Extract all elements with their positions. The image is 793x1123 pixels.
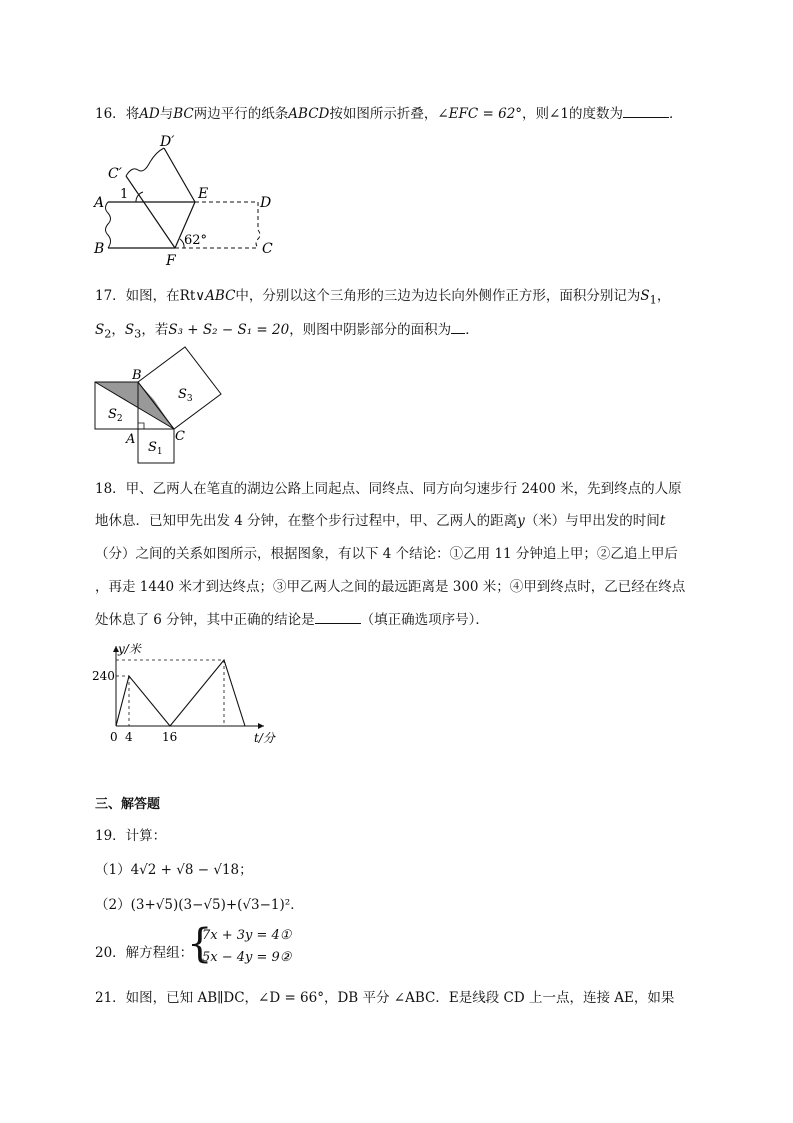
label-S3: $S_3$ bbox=[178, 387, 193, 404]
question-18-line-1: 18．甲、乙两人在笔直的湖边公路上同起点、同终点、同方向匀速步行 2400 米，先到终点的人原 bbox=[95, 481, 682, 497]
figure-16-folded-strip bbox=[88, 132, 288, 267]
label-62deg: 62° bbox=[184, 233, 208, 248]
label-D: D bbox=[260, 195, 272, 211]
label-C-prime: C′ bbox=[108, 166, 122, 182]
label-C: C bbox=[262, 241, 273, 257]
question-18-line-5: 处休息了 6 分钟，其中正确的结论是 （填正确选项序号）． bbox=[95, 612, 489, 628]
question-18-line-2: 地休息．已知甲先出发 4 分钟，在整个步行过程中，甲、乙两人的距离y（米）与甲出发的时间t bbox=[95, 513, 666, 529]
label-S1: $S_1$ bbox=[148, 440, 163, 457]
label-C: C bbox=[175, 429, 185, 444]
question-19-part-2: （2）(3+√5)(3−√5)+(√3−1)²． bbox=[95, 897, 304, 913]
question-20-lead: 20．解方程组： bbox=[95, 945, 194, 961]
label-F: F bbox=[166, 253, 176, 267]
answer-blank-16[interactable] bbox=[623, 105, 669, 118]
label-S2: $S_2$ bbox=[108, 407, 123, 424]
system-brace: { bbox=[187, 921, 213, 967]
label-B: B bbox=[132, 368, 142, 383]
x-tick-0: 0 bbox=[110, 730, 118, 744]
x-axis-label: t/分 bbox=[254, 731, 275, 745]
label-D-prime: D′ bbox=[160, 134, 175, 150]
y-tick-240: 240 bbox=[92, 669, 115, 683]
answer-blank-17[interactable] bbox=[451, 321, 465, 334]
y-axis-label: y/米 bbox=[118, 642, 141, 656]
label-angle-1: 1 bbox=[120, 187, 129, 202]
answer-blank-18[interactable] bbox=[315, 611, 361, 624]
question-20-end: ． bbox=[286, 945, 300, 961]
x-tick-16: 16 bbox=[162, 730, 178, 744]
figure-18-distance-time-graph bbox=[88, 640, 288, 745]
question-18-line-4: ，再走 1440 米才到达终点；③甲乙两人之间的最远距离是 300 米；④甲到终点时，乙已经在终点 bbox=[95, 579, 686, 595]
label-A: A bbox=[126, 432, 136, 447]
question-18-line-3: （分）之间的关系如图所示，根据图象，有以下 4 个结论：①乙用 11 分钟追上甲；②乙追上甲后 bbox=[95, 546, 678, 562]
question-19-title: 19．计算： bbox=[95, 828, 167, 844]
question-19-part-1: （1）4√2 + √8 − √18； bbox=[95, 862, 253, 878]
label-B: B bbox=[94, 241, 105, 257]
question-17-line-1: 17．如图，在Rt∨ABC中，分别以这个三角形的三边为边长向外侧作正方形，面积分别记为$S_1$， bbox=[95, 288, 671, 307]
distance-line bbox=[116, 660, 245, 726]
question-16-text: 16．将AD与BC两边平行的纸条ABCD按如图所示折叠，∠EFC = 62°，则∠1的度数为 ． bbox=[95, 106, 683, 122]
equation-2: 5x − 4y = 9② bbox=[202, 950, 292, 965]
x-tick-4: 4 bbox=[125, 730, 133, 744]
equation-1: 7x + 3y = 4① bbox=[202, 928, 292, 943]
label-E: E bbox=[198, 186, 209, 202]
figure-17-right-triangle-squares bbox=[88, 345, 268, 467]
question-21-text: 21．如图，已知 AB∥DC，∠D = 66°，DB 平分 ∠ABC．E是线段 CD 上一点，连接 AE，如果 bbox=[95, 990, 675, 1006]
question-17-line-2: $S_2$，$S_3$，若S₃ + S₂ − S₁ = 20，则图中阴影部分的面积为 ． bbox=[95, 322, 479, 341]
label-A: A bbox=[94, 195, 105, 211]
section-3-heading: 三、解答题 bbox=[95, 797, 161, 812]
